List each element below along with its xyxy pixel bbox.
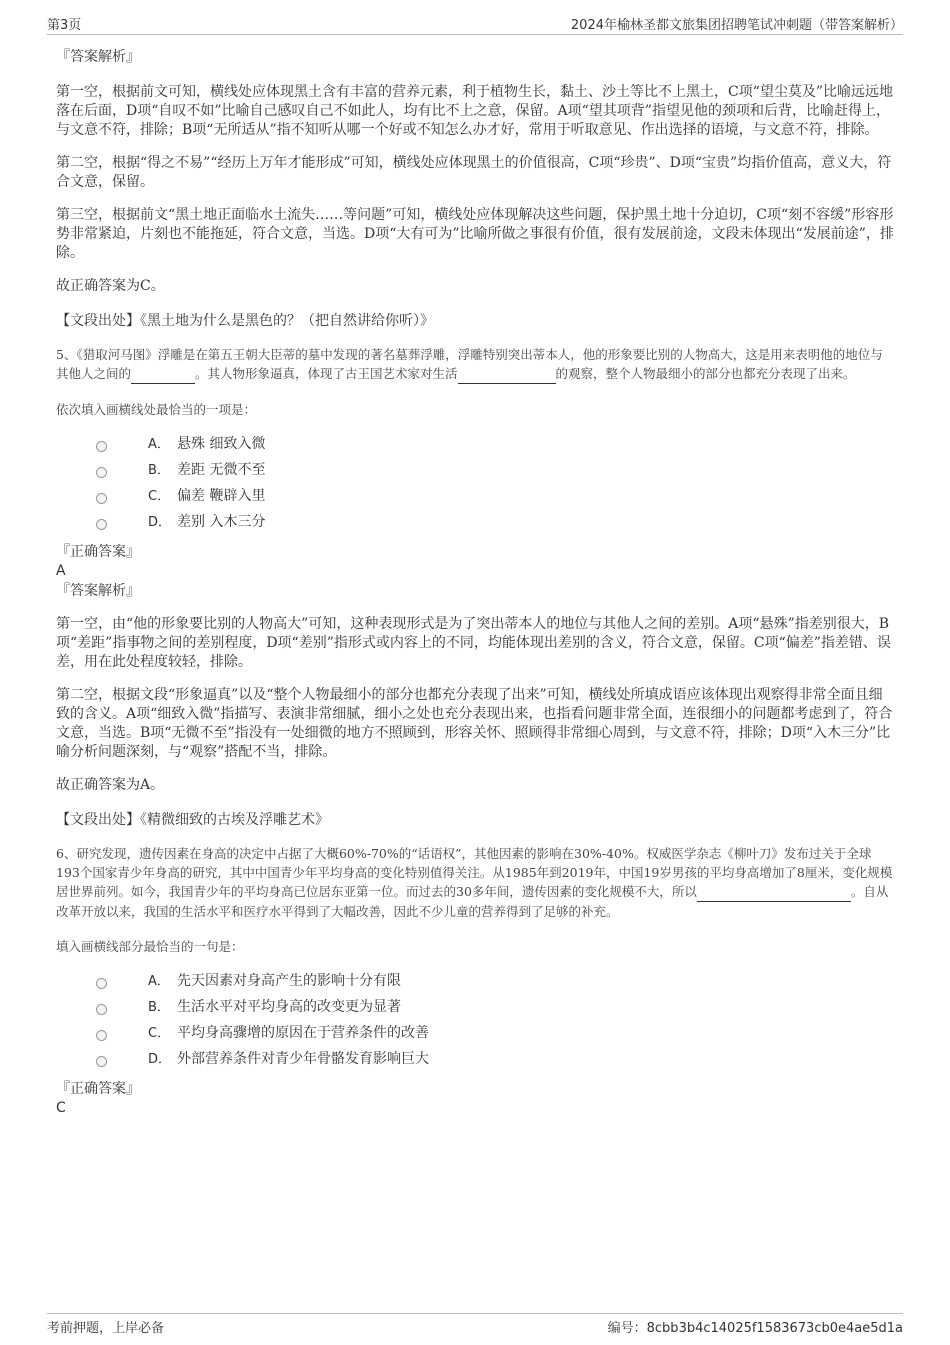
option-key: C． bbox=[148, 489, 171, 504]
q5-analysis-label: 『答案解析』 bbox=[56, 583, 140, 599]
option-text: 偏差 鞭辟入里 bbox=[177, 488, 266, 504]
q4-analysis-label: 『答案解析』 bbox=[56, 49, 140, 65]
q6-options bbox=[56, 970, 894, 1074]
q6-option-c[interactable] bbox=[56, 1022, 894, 1048]
q5-stem-part-1: 5、《猎取河马图》浮雕是在第五王朝大臣蒂的墓中发现的著名墓葬浮雕，浮雕特别突出蒂本人，他的形象要比别的人物高大，这是用来表明他的地位与其他人之间的 bbox=[56, 347, 883, 381]
option-key: B． bbox=[148, 463, 170, 478]
q5-correct-answer: A bbox=[56, 563, 66, 579]
footer-slogan: 考前押题，上岸必备 bbox=[47, 1321, 165, 1336]
document-title: 2024年榆林圣都文旅集团招聘笔试冲刺题（带答案解析） bbox=[570, 18, 903, 33]
q4-conclusion: 故正确答案为C。 bbox=[56, 278, 165, 294]
option-text: 差别 入木三分 bbox=[177, 514, 266, 530]
option-key: A． bbox=[148, 437, 170, 452]
radio-icon[interactable] bbox=[96, 1030, 107, 1041]
q5-instruction: 依次填入画横线处最恰当的一项是： bbox=[56, 402, 257, 417]
option-text: 悬殊 细致入微 bbox=[177, 436, 266, 452]
q6-instruction: 填入画横线部分最恰当的一句是： bbox=[56, 939, 244, 954]
q6-stem bbox=[56, 844, 894, 921]
option-key: C． bbox=[148, 1026, 171, 1041]
q6-blank bbox=[697, 882, 851, 902]
radio-icon[interactable] bbox=[96, 441, 107, 452]
q5-conclusion: 故正确答案为A。 bbox=[56, 777, 165, 793]
option-key: D． bbox=[148, 1052, 172, 1067]
page-header bbox=[47, 12, 903, 35]
q4-analysis-para-3: 第三空，根据前文“黑土地正面临水土流失……等问题”可知，横线处应体现解决这些问题，保护黑土地十分迫切，C项“刻不容缓”形容形势非常紧迫，片刻也不能拖延，符合文意，当选。D项“大有可为”比喻所做之事很有价值，很有发展前途，文段未体现出“发展前途”，排除。 bbox=[56, 207, 894, 261]
q4-analysis-para-1: 第一空，根据前文可知，横线处应体现黑土含有丰富的营养元素，利于植物生长，黏土、沙土等比不上黑土，C项“望尘莫及”比喻远远地落在后面，D项“自叹不如”比喻自己感叹自己不如此人，均有比不上之意，保留。A项“望其项背”指望见他的颈项和后背，比喻赶得上，与文意不符，排除；B项“无所适从”指不知听从哪一个好或不知怎么办才好，常用于听取意见、作出选择的语境，与文意不符，排除。 bbox=[56, 84, 894, 138]
q5-option-d[interactable] bbox=[56, 511, 894, 537]
page-content bbox=[56, 44, 894, 1117]
q6-correct-label: 『正确答案』 bbox=[56, 1081, 140, 1097]
q6-stem-part-2: 。自从改革开放以来，我国的生活水平和医疗水平得到了大幅改善，因此不少儿童的营养得到了足够的补充。 bbox=[56, 884, 889, 919]
q6-stem-part-1: 6、研究发现，遗传因素在身高的决定中占据了大概60%-70%的“话语权”，其他因素的影响在30%-40%。权威医学杂志《柳叶刀》发布过关于全球193个国家青少年身高的研究，其中中国青少年平均身高的变化特别值得关注。从1985年到2019年，中国19岁男孩的平均身高增加了8厘米，变化规模居世界前列。如今，我国青少年的平均身高已位居东亚第一位。而过去的30多年间，遗传因素的变化规模不大，所以 bbox=[56, 846, 893, 899]
q4-source: 【文段出处】《黑土地为什么是黑色的？（把自然讲给你听）》 bbox=[56, 313, 434, 329]
q5-stem bbox=[56, 345, 894, 384]
radio-icon[interactable] bbox=[96, 978, 107, 989]
q5-correct-label: 『正确答案』 bbox=[56, 544, 140, 560]
option-text: 外部营养条件对青少年骨骼发育影响巨大 bbox=[177, 1051, 429, 1067]
radio-icon[interactable] bbox=[96, 1056, 107, 1067]
q4-analysis-para-2: 第二空，根据“得之不易”“经历上万年才能形成”可知，横线处应体现黑土的价值很高，C项“珍贵”、D项“宝贵”均指价值高，意义大，符合文意，保留。 bbox=[56, 155, 892, 190]
code-value: 8cbb3b4c14025f1583673cb0e4ae5d1a bbox=[646, 1321, 903, 1336]
page-number: 第3页 bbox=[47, 18, 82, 33]
q6-option-d[interactable] bbox=[56, 1048, 894, 1074]
option-key: A． bbox=[148, 974, 170, 989]
q6-correct-answer: C bbox=[56, 1100, 66, 1116]
q5-stem-part-2: 。其人物形象逼真，体现了古王国艺术家对生活 bbox=[195, 366, 458, 381]
radio-icon[interactable] bbox=[96, 467, 107, 478]
q5-stem-part-3: 的观察，整个人物最细小的部分也都充分表现了出来。 bbox=[555, 366, 856, 381]
q5-options bbox=[56, 433, 894, 537]
option-text: 差距 无微不至 bbox=[177, 462, 266, 478]
q5-option-c[interactable] bbox=[56, 485, 894, 511]
radio-icon[interactable] bbox=[96, 493, 107, 504]
q5-blank-1 bbox=[131, 364, 195, 384]
option-key: B． bbox=[148, 1000, 170, 1015]
document-code bbox=[608, 1317, 903, 1336]
q5-source: 【文段出处】《精微细致的古埃及浮雕艺术》 bbox=[56, 812, 329, 828]
code-label: 编号： bbox=[607, 1321, 647, 1336]
radio-icon[interactable] bbox=[96, 1004, 107, 1015]
q5-analysis-para-2: 第二空，根据文段“形象逼真”以及“整个人物最细小的部分也都充分表现了出来”可知，横线处所填成语应该体现出观察得非常全面且细致的含义。A项“细致入微”指描写、表演非常细腻，细小之处也充分表现出来，也指看问题非常全面，连很细小的问题都考虑到了，符合文意，当选。B项“无微不至”指没有一处细微的地方不照顾到，形容关怀、照顾得非常细心周到，与文意不符，排除；D项“入木三分”比喻分析问题深刻，与“观察”搭配不当，排除。 bbox=[56, 687, 893, 760]
page-footer bbox=[47, 1313, 903, 1336]
q6-option-a[interactable] bbox=[56, 970, 894, 996]
radio-icon[interactable] bbox=[96, 519, 107, 530]
q6-option-b[interactable] bbox=[56, 996, 894, 1022]
q5-analysis-para-1: 第一空，由“他的形象要比别的人物高大”可知，这种表现形式是为了突出蒂本人的地位与其他人之间的差别。A项“悬殊”指差别很大，B项“差距”指事物之间的差别程度，D项“差别”指形式或内容上的不同，均能体现出差别的含义，符合文意，保留。C项“偏差”指差错、误差，用在此处程度较轻，排除。 bbox=[56, 616, 891, 670]
q5-option-b[interactable] bbox=[56, 459, 894, 485]
option-text: 平均身高骤增的原因在于营养条件的改善 bbox=[177, 1025, 429, 1041]
q5-blank-2 bbox=[458, 364, 556, 384]
q5-option-a[interactable] bbox=[56, 433, 894, 459]
option-text: 生活水平对平均身高的改变更为显著 bbox=[177, 999, 401, 1015]
option-text: 先天因素对身高产生的影响十分有限 bbox=[177, 973, 401, 989]
option-key: D． bbox=[148, 515, 172, 530]
